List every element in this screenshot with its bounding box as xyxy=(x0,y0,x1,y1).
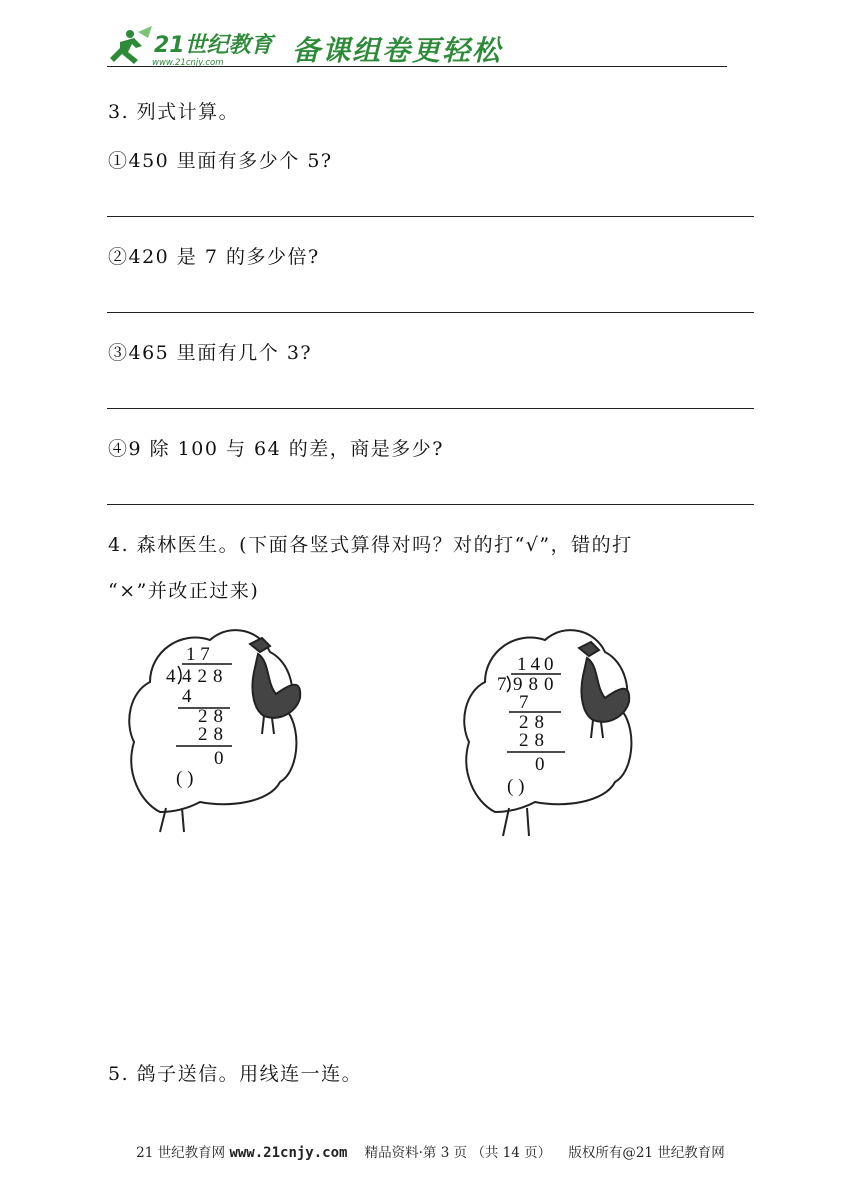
dividend: 980 xyxy=(513,674,560,695)
step-2: 28 xyxy=(519,712,550,733)
q3-item-4: ④9 除 100 与 64 的差，商是多少? xyxy=(108,438,444,460)
answer-paren: ( ) xyxy=(507,776,525,797)
step-3: 28 xyxy=(519,730,550,751)
answer-paren: ( ) xyxy=(176,768,194,789)
remainder: 0 xyxy=(535,754,545,775)
footer-copyright: 版权所有@21 世纪教育网 xyxy=(568,1145,725,1161)
quotient: 1 7 xyxy=(186,644,210,665)
header-slogan: 备课组卷更轻松 xyxy=(292,34,503,67)
rooster-icon xyxy=(579,642,629,738)
footer-site-link[interactable]: www.21cnjy.com xyxy=(229,1145,348,1161)
divisor: 7 xyxy=(497,674,507,695)
q4-title-line1: 4. 森林医生。(下面各竖式算得对吗？对的打“√”，错的打 xyxy=(108,534,633,556)
answer-line xyxy=(107,312,754,313)
footer-prefix: 21 世纪教育网 xyxy=(136,1145,226,1161)
long-division xyxy=(497,654,565,797)
step-1: 4 xyxy=(182,686,192,707)
answer-line xyxy=(107,504,754,505)
site-logo xyxy=(108,24,278,68)
dividend: 428 xyxy=(182,666,229,687)
q3-title: 3. 列式计算。 xyxy=(108,101,240,123)
logo-url: www.21cnjy.com xyxy=(152,58,224,68)
footer-page-info: 精品资料·第 3 页 （共 14 页） xyxy=(364,1145,552,1161)
q4-title-line2: “×”并改正过来) xyxy=(108,580,260,602)
q3-item-2: ②420 是 7 的多少倍? xyxy=(108,246,320,268)
step-2: 28 xyxy=(198,706,229,727)
step-3: 28 xyxy=(198,724,229,745)
logo-text: 21世纪教育 xyxy=(154,33,273,58)
page-footer xyxy=(0,1141,861,1161)
division-tree-2 xyxy=(455,622,655,842)
division-tree-1 xyxy=(120,622,320,842)
answer-line xyxy=(107,216,754,217)
q3-item-3: ③465 里面有几个 3? xyxy=(108,342,313,364)
q5-title: 5. 鸽子送信。用线连一连。 xyxy=(108,1063,363,1085)
step-1: 7 xyxy=(519,692,529,713)
remainder: 0 xyxy=(214,748,224,769)
divisor: 4 xyxy=(166,666,176,687)
q3-item-1: ①450 里面有多少个 5? xyxy=(108,150,333,172)
quotient: 140 xyxy=(517,654,558,675)
long-division xyxy=(166,644,232,789)
runner-icon xyxy=(110,26,152,64)
header-rule xyxy=(107,66,727,67)
answer-line xyxy=(107,408,754,409)
